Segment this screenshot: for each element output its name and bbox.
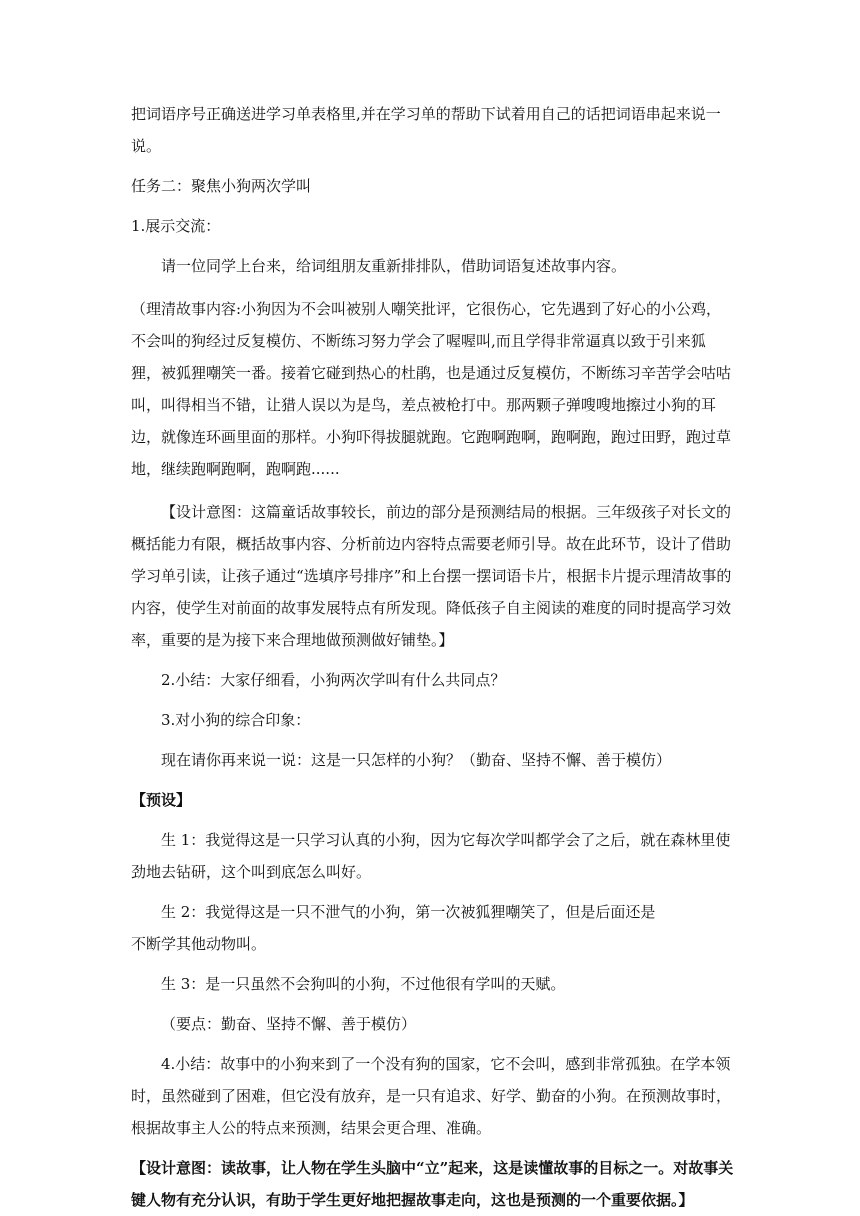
- task-two-heading: 任务二：聚焦小狗两次学叫: [131, 177, 312, 195]
- paragraph-retell: 请一位同学上台来，给词组朋友重新排排队，借助词语复述故事内容。: [161, 257, 627, 275]
- summary-four: 4.小结：故事中的小狗来到了一个没有狗的国家，它不会叫，感到非常孤独。在学本领时，虽然碰到了困难，但它没有放弃，是一只有追求、好学、勤奋的小狗。在预测故事时，根据故事主人公的特点来预测，结果会更合理、准确。: [131, 1055, 732, 1137]
- student-answer-2-continued: 不断学其他动物叫。: [131, 935, 267, 953]
- student-answer-2: 生 2：我觉得这是一只不泄气的小狗，第一次被狐狸嘲笑了，但是后面还是: [161, 903, 656, 921]
- section-heading-1: 1.展示交流：: [131, 217, 221, 235]
- design-intent-1: 【设计意图：这篇童话故事较长，前边的部分是预测结局的根据。三年级孩子对长文的概括能力有限，概括故事内容、分析前边内容特点需要老师引导。故在此环节，设计了借助学习单引读，让孩子通过“选填序号排序”和上台摆一摆词语卡片，根据卡片提示理清故事的内容，使学生对前面的故事发展特点有所发现。降低孩子自主阅读的难度的同时提高学习效率，重要的是为接下来合理地做预测做好铺垫。】: [131, 503, 732, 649]
- student-answer-3: 生 3：是一只虽然不会狗叫的小狗，不过他很有学叫的天赋。: [161, 975, 566, 993]
- preset-heading: 【预设】: [131, 791, 192, 809]
- paragraph-story-content: （理清故事内容:小狗因为不会叫被别人嘲笑批评，它很伤心，它先遇到了好心的小公鸡，不会叫的狗经过反复模仿、不断练习努力学会了喔喔叫,而且学得非常逼真以致于引来狐狸，被狐狸嘲笑一番。接着它碰到热心的杜鹃，也是通过反复模仿，不断练习辛苦学会咕咕叫，叫得相当不错，让猎人误以为是鸟，差点被枪打中。那两颗子弹嗖嗖地擦过小狗的耳边，就像连环画里面的那样。小狗吓得拔腿就跑。它跑啊跑啊，跑啊跑，跑过田野，跑过草地，继续跑啊跑啊，跑啊跑......: [131, 300, 732, 478]
- section-heading-3: 3.对小狗的综合印象：: [161, 711, 311, 729]
- summary-two: 2.小结：大家仔细看，小狗两次学叫有什么共同点？: [161, 671, 506, 689]
- design-intent-2: 【设计意图：读故事，让人物在学生头脑中“立”起来，这是读懂故事的目标之一。对故事关键人物有充分认识，有助于学生更好地把握故事走向，这也是预测的一个重要依据。】: [131, 1159, 734, 1209]
- paragraph-word-order: 把词语序号正确送进学习单表格里,并在学习单的帮助下试着用自己的话把词语串起来说一说。: [131, 105, 721, 155]
- paragraph-question: 现在请你再来说一说：这是一只怎样的小狗？（勤奋、坚持不懈、善于模仿）: [161, 751, 672, 769]
- document-body: [131, 98, 735, 1216]
- student-answer-1: 生 1：我觉得这是一只学习认真的小狗，因为它每次学叫都学会了之后，就在森林里使劲地去钻研，这个叫到底怎么叫好。: [131, 831, 731, 881]
- key-points: （要点：勤奋、坚持不懈、善于模仿）: [161, 1015, 417, 1033]
